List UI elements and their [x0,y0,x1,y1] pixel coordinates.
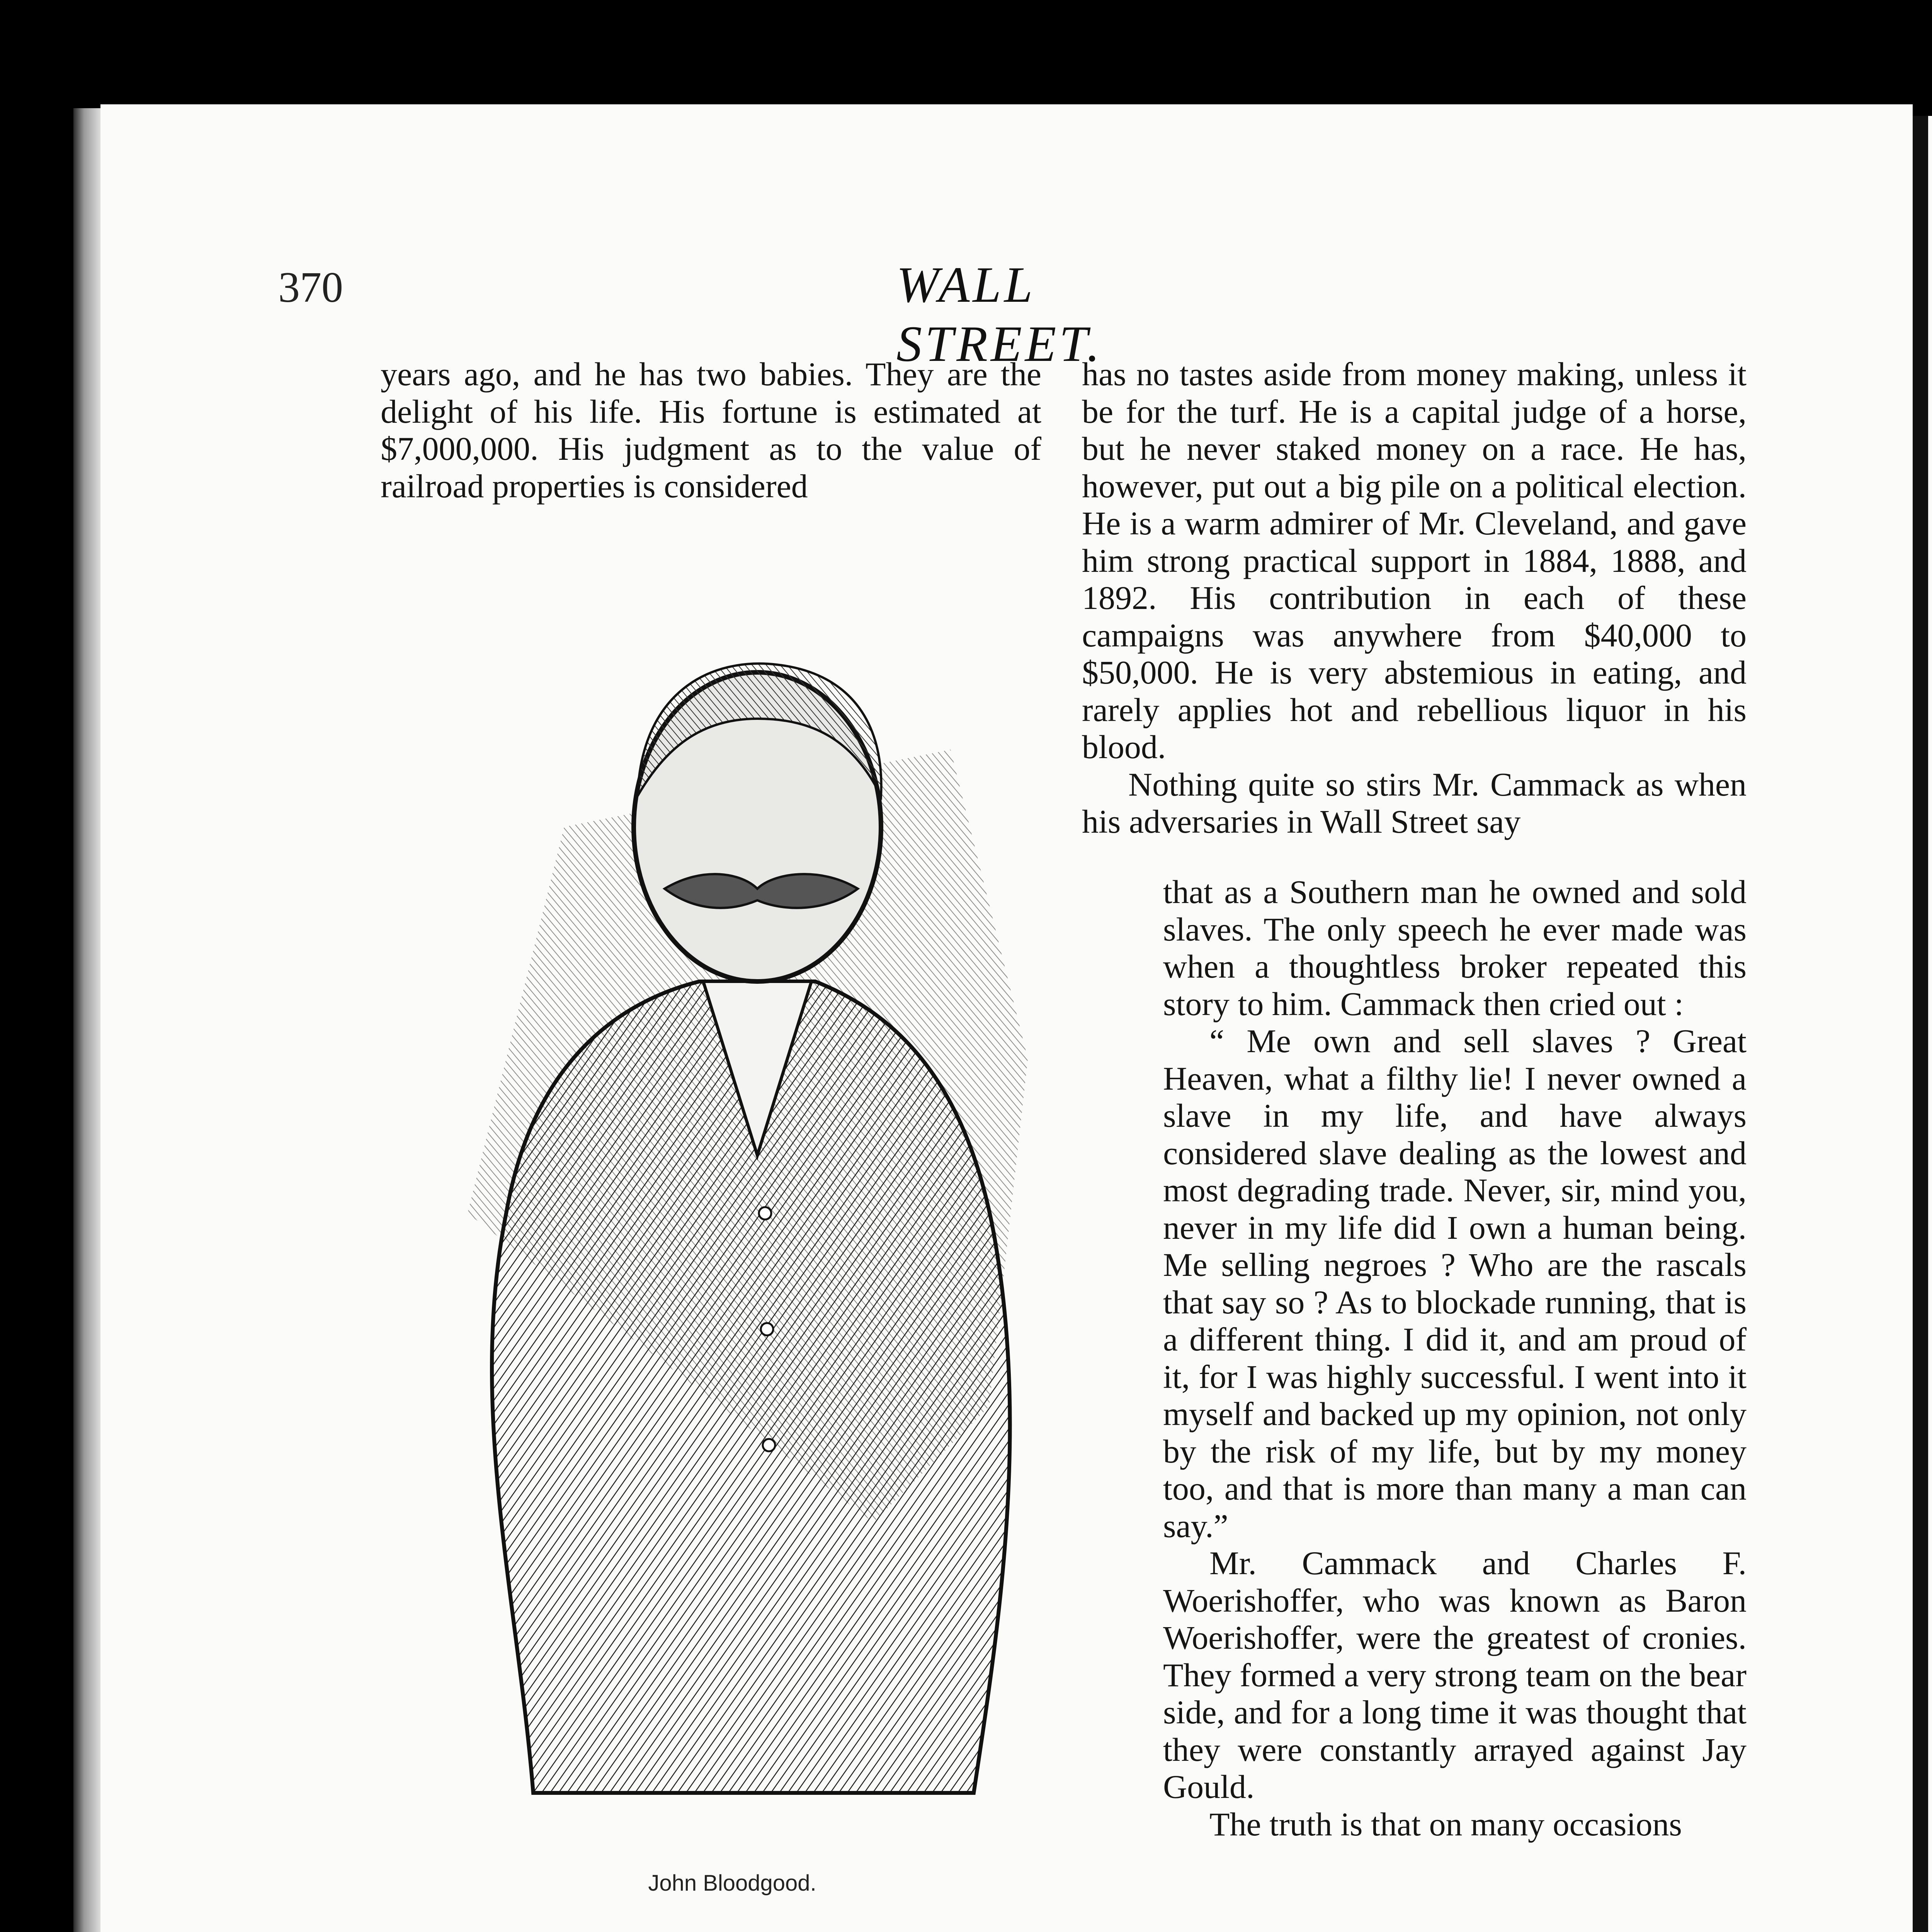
right-column-inset [1163,873,1747,1843]
left-column-top [381,355,1041,505]
page-number: 370 [278,264,343,311]
coat-button [763,1439,775,1451]
right-column-top [1082,355,1747,840]
paragraph: that as a Southern man he owned and sold slaves. The only speech he ever made was when a thoughtless broker repeated this story to him. Cammack then cried out : [1163,873,1747,1022]
paragraph: The truth is that on many occasions [1209,1805,1682,1843]
paragraph: has no tastes aside from money making, unless it be for the turf. He is a capital judge of a horse, but he never staked money on a race. He has, however, put out a big pile on a political election. He is a warm admirer of Mr. Cleveland, and gave him strong practical support in 1884, 1888, and 1892. His contribution in each of these campaigns was anywhere from $40,000 to $50,000. He is very abstemious in eating, and rarely applies hot and rebellious liquor in his blood. [1082,355,1747,765]
paragraph: Mr. Cammack and Charles F. Woerishoffer, who was known as Baron Woerishoffer, were the greatest of cronies. They formed a very strong team on the bear side, and for a long time it was thought that they were constantly arrayed against Jay Gould. [1163,1544,1747,1805]
portrait-illustration [371,556,1094,1870]
coat-button [761,1323,773,1335]
quote-paragraph: “ Me own and sell slaves ? Great Heaven, what a filthy lie! I never owned a slave in my life, and have always considered slave dealing as the lowest and most degrading trade. Never, sir, mind you, never in my life did I own a human being. Me selling negroes ? Who are the rascals that say so ? As to blockade running, that is a different thing. I did it, and am proud of it, for I was highly successful. I went into it myself and backed up my opinion, not only by the risk of my life, but by my money too, and that is more than many a man can say.” [1163,1022,1747,1544]
paragraph: years ago, and he has two babies. They are the delight of his life. His fortune is estimated at $7,000,000. His judgment as to the value of railroad properties is considered [381,355,1041,505]
book-binding-edge [73,108,100,1932]
illustration-caption: John Bloodgood. [648,1871,816,1896]
page-header [278,255,1206,372]
coat-button [759,1207,771,1219]
next-page-edge [1928,116,1932,1932]
paragraph: Nothing quite so stirs Mr. Cammack as when his adversaries in Wall Street say [1082,765,1747,840]
running-head: WALL STREET. [896,256,1103,372]
